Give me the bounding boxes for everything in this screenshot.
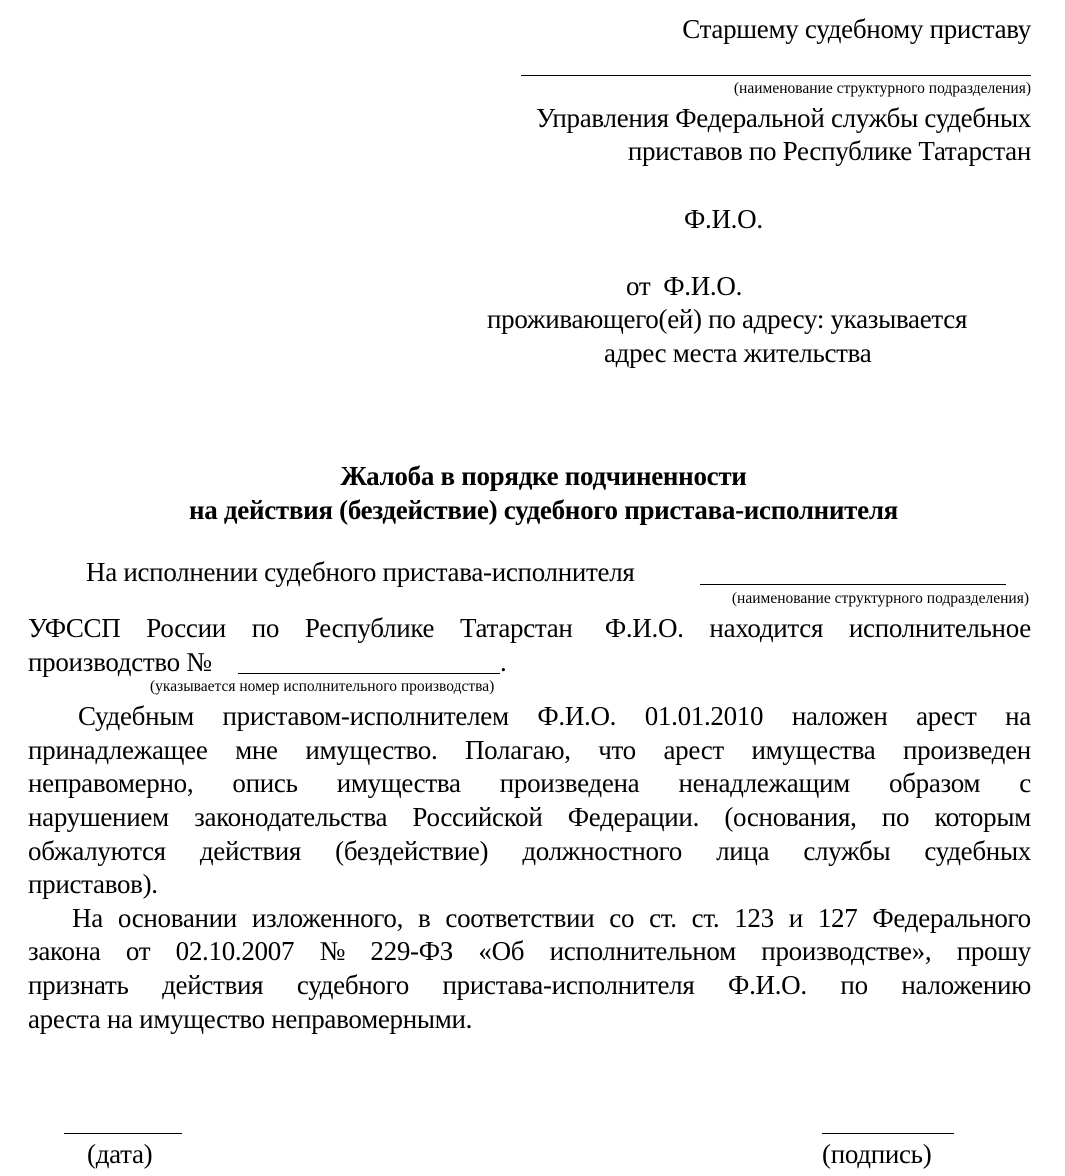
word: арест — [663, 735, 724, 765]
word: ст. — [649, 903, 677, 933]
word: основании — [117, 903, 237, 933]
word: действия — [162, 970, 264, 1000]
paragraph-2-line-2 — [28, 734, 1031, 768]
word: по — [840, 970, 868, 1000]
word: законодательства — [194, 802, 388, 832]
word: Ф.И.О. — [598, 613, 684, 643]
word: Федерации. — [567, 802, 700, 832]
word: по — [251, 613, 280, 643]
word: Ф.И.О. — [537, 701, 617, 731]
paragraph-2-line-5 — [28, 835, 1031, 869]
word: от — [125, 936, 151, 966]
word: Полагаю, — [464, 735, 571, 765]
word: № — [319, 936, 346, 966]
word: 229-ФЗ — [370, 936, 453, 966]
word: Федерального — [872, 903, 1031, 933]
subdivision-hint: (наименование структурного подразделения) — [733, 80, 1031, 97]
paragraph-1-line-1: На исполнении судебного пристава-исполнителя — [86, 557, 635, 587]
paragraph-3-line-3 — [28, 969, 1031, 1003]
word: произведен — [903, 735, 1031, 765]
word: Российской — [412, 802, 543, 832]
word: Ф.И.О. — [728, 970, 807, 1000]
subdivision-blank-line-2 — [700, 584, 1006, 585]
word: признать — [28, 970, 129, 1000]
case-number-blank-line — [238, 673, 500, 674]
word: лица — [716, 836, 770, 866]
signature-blank-line — [822, 1133, 954, 1134]
word: с — [1019, 768, 1031, 798]
addressee-name: Ф.И.О. — [684, 204, 763, 234]
word: На — [72, 903, 103, 933]
word: ст. — [691, 903, 720, 933]
word: в — [418, 903, 431, 933]
document-title-line-1: Жалоба в порядке подчиненности — [340, 461, 747, 491]
word: неправомерно, — [28, 768, 194, 798]
word: 123 — [734, 903, 774, 933]
word: «Об — [478, 936, 525, 966]
paragraph-2-line-4 — [28, 801, 1031, 835]
word: судебного — [296, 970, 409, 1000]
paragraph-1-line-3-suffix: . — [500, 647, 507, 677]
word: арест — [916, 701, 977, 731]
word: со — [609, 903, 635, 933]
word: УФССП — [28, 613, 121, 643]
word: мне — [235, 735, 278, 765]
word: пристава-исполнителя — [442, 970, 695, 1000]
authority-line-1: Управления Федеральной службы судебных — [535, 103, 1031, 133]
word: службы — [803, 836, 891, 866]
paragraph-2-line-6: приставов). — [28, 869, 158, 899]
word: 02.10.2007 — [175, 936, 295, 966]
paragraph-1-line-2 — [28, 611, 1031, 645]
word: обжалуются — [28, 836, 166, 866]
word: и — [788, 903, 803, 933]
word: изложенного, — [251, 903, 404, 933]
word: действия — [199, 836, 302, 866]
word: имущества — [751, 735, 876, 765]
paragraph-3-line-2 — [28, 935, 1031, 969]
word: Республике — [304, 613, 435, 643]
word: соответствии — [445, 903, 595, 933]
word: по — [881, 802, 910, 832]
word: производстве», — [761, 936, 932, 966]
paragraph-3-line-1 — [72, 902, 1031, 936]
date-blank-line — [64, 1133, 182, 1134]
word: наложен — [791, 701, 888, 731]
word: Татарстан — [459, 613, 573, 643]
word: на — [1005, 701, 1031, 731]
signature-label: (подпись) — [822, 1139, 932, 1169]
word: имущества — [336, 768, 461, 798]
word: 127 — [817, 903, 858, 933]
word: образом — [889, 768, 981, 798]
word: 01.01.2010 — [644, 701, 764, 731]
word: произведена — [499, 768, 640, 798]
word: приставом-исполнителем — [222, 701, 509, 731]
word: судебных — [924, 836, 1031, 866]
date-label: (дата) — [87, 1139, 153, 1169]
word: (бездействие) — [335, 836, 489, 866]
subdivision-hint-2: (наименование структурного подразделения) — [731, 590, 1029, 607]
sender-name: от Ф.И.О. — [626, 271, 743, 301]
document-title-line-2: на действия (бездействие) судебного пристава-исполнителя — [189, 495, 898, 525]
word: должностного — [522, 836, 682, 866]
paragraph-3-line-4: ареста на имущество неправомерными. — [28, 1004, 473, 1034]
word: России — [146, 613, 226, 643]
word: что — [598, 735, 636, 765]
case-number-hint: (указывается номер исполнительного производства) — [150, 678, 495, 695]
word: закона — [28, 936, 101, 966]
paragraph-2-line-3 — [28, 767, 1031, 801]
word: Судебным — [78, 701, 194, 731]
word: нарушением — [28, 802, 169, 832]
subdivision-blank-line — [521, 75, 1031, 76]
word: наложению — [901, 970, 1031, 1000]
word: опись — [232, 768, 298, 798]
word: имущество. — [305, 735, 438, 765]
word: исполнительном — [549, 936, 736, 966]
sender-address-line-1: проживающего(ей) по адресу: указывается — [487, 304, 968, 334]
addressee-title: Старшему судебному приставу — [682, 14, 1031, 44]
word: принадлежащее — [28, 735, 208, 765]
word: которым — [934, 802, 1031, 832]
word: прошу — [956, 936, 1031, 966]
word: ненадлежащим — [678, 768, 850, 798]
sender-address-line-2: адрес места жительства — [604, 338, 872, 368]
paragraph-1-line-3-prefix: производство № — [28, 647, 212, 677]
paragraph-2-line-1 — [78, 700, 1031, 734]
word: находится — [709, 613, 824, 643]
word: (основания, — [724, 802, 857, 832]
word: исполнительное — [848, 613, 1031, 643]
authority-line-2: приставов по Республике Татарстан — [627, 136, 1031, 166]
